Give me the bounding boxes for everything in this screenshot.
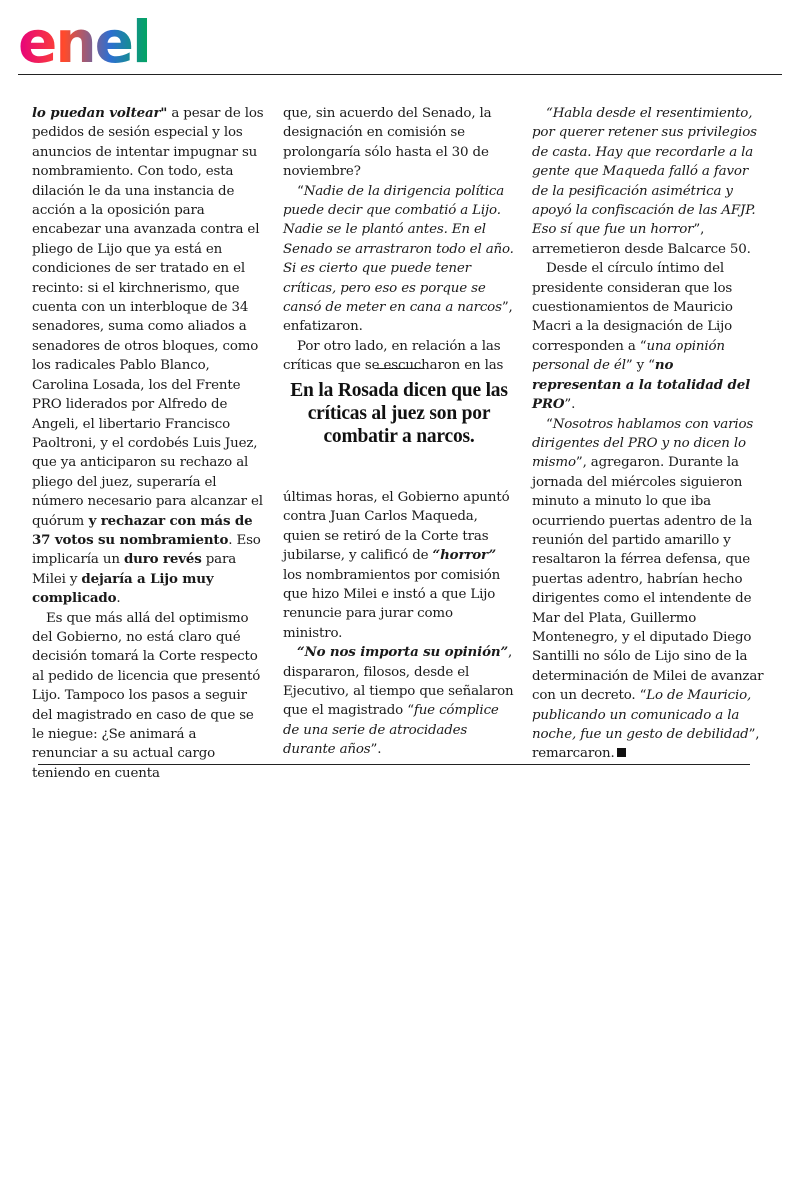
- paragraph: “No nos importa su opinión”, dispararon, filosos, desde el Ejecutivo, al tiempo que señalaron que el magistrado “fue cómplice de una serie de atrocidades durante años”.: [283, 644, 514, 758]
- article-column-1: [32, 104, 264, 783]
- article-column-2: [283, 104, 515, 376]
- paragraph: Es que más allá del optimismo del Gobierno, no está claro qué decisión tomará la Corte respecto al pedido de licencia que presentó Lijo. Tampoco los pasos a seguir del magistrado en caso de que se le niegue: ¿Se animará a renunciar a su actual cargo teniendo en cuenta: [32, 610, 261, 781]
- paragraph: “Nadie de la dirigencia política puede decir que combatió a Lijo. Nadie se le plantó antes. En el Senado se arrastraron todo el año. Si es cierto que puede tener críticas, pero eso es porque se cansó de meter en cana a narcos”, enfatizaron.: [283, 183, 514, 335]
- enel-logo: [18, 8, 178, 70]
- pull-quote: [283, 368, 515, 448]
- pull-quote-rule: [375, 368, 423, 369]
- paragraph: Desde el círculo íntimo del presidente consideran que los cuestionamientos de Mauricio Macri a la designación de Lijo corresponden a “una opinión personal de él” y “no representan a la totalidad del PRO”.: [532, 261, 751, 413]
- paragraph: lo puedan voltear" a pesar de los pedidos de sesión especial y los anuncios de intentar impugnar su nombramiento. Con todo, esta dilación le da una instancia de acción a la oposición para encabezar una avanzada contra el pliego de Lijo que ya está en condiciones de ser tratado en el recinto: si el kirchnerismo, que cuenta con un interbloque de 34 senadores, suma como aliados a senadores de otros bloques, como los radicales Pablo Blanco, Carolina Losada, los del Frente PRO liderados por Alfredo de Angeli, el libertario Francisco Paoltroni, y el cordobés Luis Juez, que ya anticiparon su rechazo al pliego del juez, superaría el número necesario para alcanzar el quórum y rechazar con más de 37 votos su nombramiento. Eso implicaría un duro revés para Milei y dejaría a Lijo muy complicado.: [32, 105, 264, 607]
- paragraph: “Habla desde el resentimiento, por querer retener sus privilegios de casta. Hay que recordarle a la gente que Maqueda falló a favor de la pesificación asimétrica y apoyó la confiscación de las AFJP. Eso sí que fue un horror”, arremetieron desde Balcarce 50.: [532, 106, 757, 257]
- top-rule: [18, 74, 782, 75]
- paragraph: últimas horas, el Gobierno apuntó contra Juan Carlos Maqueda, quien se retiró de la Corte tras jubilarse, y calificó de “horror” los nombramientos por comisión que hizo Milei e instó a que Lijo renuncie para jurar como ministro.: [283, 490, 510, 641]
- svg-text:enel: enel: [18, 8, 150, 70]
- pull-quote-text: En la Rosada dicen que las críticas al juez son por combatir a narcos.: [290, 380, 508, 447]
- paragraph: “Nosotros hablamos con varios dirigentes del PRO y no dicen lo mismo”, agregaron. Durante la jornada del miércoles siguieron minuto a minuto lo que iba ocurriendo puertas adentro de la reunión del partido amarillo y resaltaron la férrea defensa, que puertas adentro, habrían hecho dirigentes como el intendente de Mar del Plata, Guillermo Montenegro, y el diputado Diego Santilli no sólo de Lijo sino de la determinación de Milei de avanzar con un decreto. “Lo de Mauricio, publicando un comunicado a la noche, fue un gesto de debilidad”, remarcaron.: [532, 416, 764, 762]
- bottom-rule: [38, 764, 750, 765]
- paragraph: que, sin acuerdo del Senado, la designación en comisión se prolongaría sólo hasta el 30 de noviembre?: [283, 106, 492, 180]
- article-column-2-continued: [283, 488, 515, 760]
- end-of-article-square: [617, 748, 626, 757]
- article-column-3: [532, 104, 764, 764]
- paragraph: Por otro lado, en relación a las críticas que se escucharon en las: [283, 338, 504, 374]
